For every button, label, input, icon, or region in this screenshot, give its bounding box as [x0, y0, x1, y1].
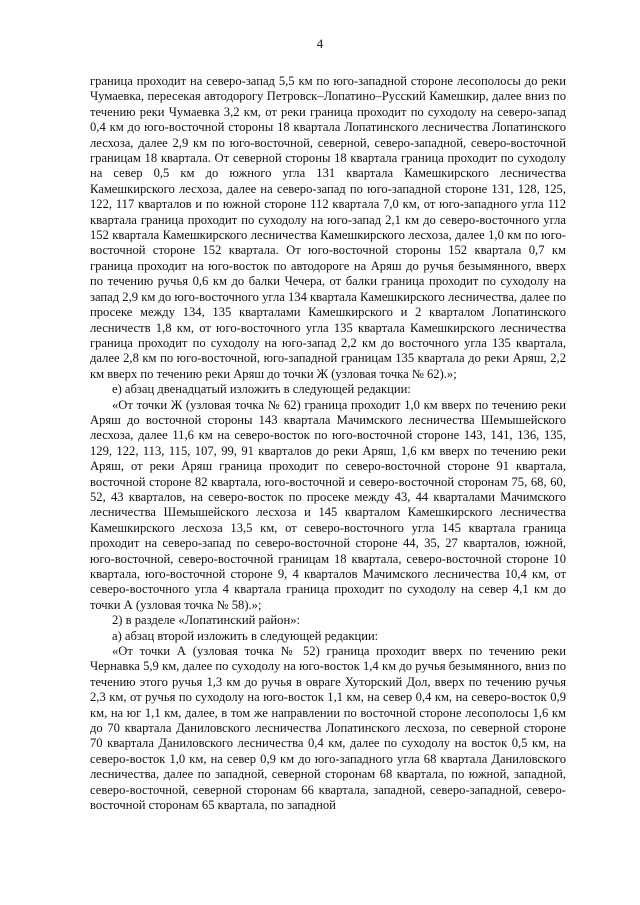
paragraph: «От точки Ж (узловая точка № 62) граница проходит 1,0 км вверх по течению реки Аряш до восточной стороны 143 квартала Мачимского лесничества Шемышейского лесхоза, далее 11,6 км на северо-восток по юго-восточной стороне 143, 141, 136, 135, 129, 122, 113, 115, 107, 99, 91 кварталов до реки Аряш, 1,6 км вверх по течению реки Аряш, от реки Аряш граница проходит по северо-восточной стороне 91 квартала, восточной стороне 82 квартала, юго-восточной и северо-восточной сторонам 75, 68, 60, 52, 43 кварталов, на северо-восток по просеке между 43, 44 кварталами Мачимского лесничества Шемышейского лесхоза и 145 кварталом Камешкирского лесничества Камешкирского лесхоза 13,5 км, от северо-восточного угла 145 квартала граница проходит на северо-запад по северо-восточной стороне 44, 35, 27 кварталов, южной, юго-восточной, северо-восточной границам 18 квартала, северо-восточной стороне 10 квартала, юго-восточной стороне 9, 4 кварталов Мачимского лесничества 10,4 км, от северо-восточного угла 4 квартала граница проходит по суходолу на север 4,1 км до точки А (узловая точка № 58).»; — [90, 397, 566, 612]
page-number: 4 — [316, 36, 324, 51]
paragraph: граница проходит на северо-запад 5,5 км по юго-западной стороне лесополосы до реки Чумаевка, пересекая автодорогу Петровск–Лопатино–Русский Камешкир, далее вниз по течению реки Чумаевка 3,2 км, от реки граница проходит по суходолу на северо-запад 0,4 км до юго-восточной стороны 18 квартала Лопатинского лесничества Лопатинского лесхоза, далее 2,9 км по юго-восточной, северной, северо-западной, северо-восточной границам 18 квартала. От северной стороны 18 квартала граница проходит по суходолу на север 0,5 км до южного угла 131 квартала Камешкирского лесничества Камешкирского лесхоза, далее на северо-запад по юго-западной стороне 131, 128, 125, 122, 117 кварталов и по южной стороне 112 квартала 7,0 км, от юго-западного угла 112 квартала граница проходит по суходолу на юго-запад 2,1 км до северо-восточного угла 152 квартала Камешкирского лесничества Камешкирского лесхоза, далее 1,0 км по юго-восточной стороне 152 квартала. От юго-восточной стороны 152 квартала 0,7 км граница проходит на юго-восток по автодороге на Аряш до ручья безымянного, вверх по течению ручья 0,6 км до балки Чечера, от балки граница проходит по суходолу на запад 2,9 км до юго-восточного угла 134 квартала Камешкирского лесничества, далее по просеке между 134, 135 кварталами Камешкирского и 2 кварталом Лопатинского лесничеств 1,8 км, от юго-восточного угла 135 квартала Камешкирского лесничества граница проходит по суходолу на юго-запад 2,2 км до восточного угла 135 квартала, далее 2,8 км по юго-восточной, юго-западной границам 135 квартала до реки Аряш, 2,2 км вверх по течению реки Аряш до точки Ж (узловая точка № 62).»; — [90, 74, 566, 381]
paragraph: е) абзац двенадцатый изложить в следующей редакции: — [112, 382, 411, 397]
paragraph: 2) в разделе «Лопатинский район»: — [112, 613, 300, 628]
paragraph: «От точки А (узловая точка № 52) граница проходит вверх по течению реки Чернавка 5,9 км, далее по суходолу на юго-восток 1,4 км до ручья безымянного, вниз по течению этого ручья 1,3 км до ручья в овраге Хуторский Дол, вверх по течению ручья 2,3 км, от ручья по суходолу на юго-восток 1,1 км, на север 0,4 км, на северо-восток 0,9 км, на юг 1,1 км, далее, в том же направлении по восточной стороне лесополосы 1,6 км до 70 квартала Даниловского лесничества Лопатинского лесхоза, по северной стороне 70 квартала Даниловского лесничества 0,4 км, далее по суходолу на восток 0,5 км, на северо-восток 1,0 км, на север 0,9 км до юго-западного угла 68 квартала Даниловского лесничества, далее по западной, северной сторонам 68 квартала, по южной, западной, северо-восточной, северной сторонам 66 квартала, западной, северо-западной, северо-восточной сторонам 65 квартала, по западной — [90, 644, 566, 813]
paragraph: а) абзац второй изложить в следующей редакции: — [112, 628, 379, 643]
document-body — [90, 74, 566, 814]
